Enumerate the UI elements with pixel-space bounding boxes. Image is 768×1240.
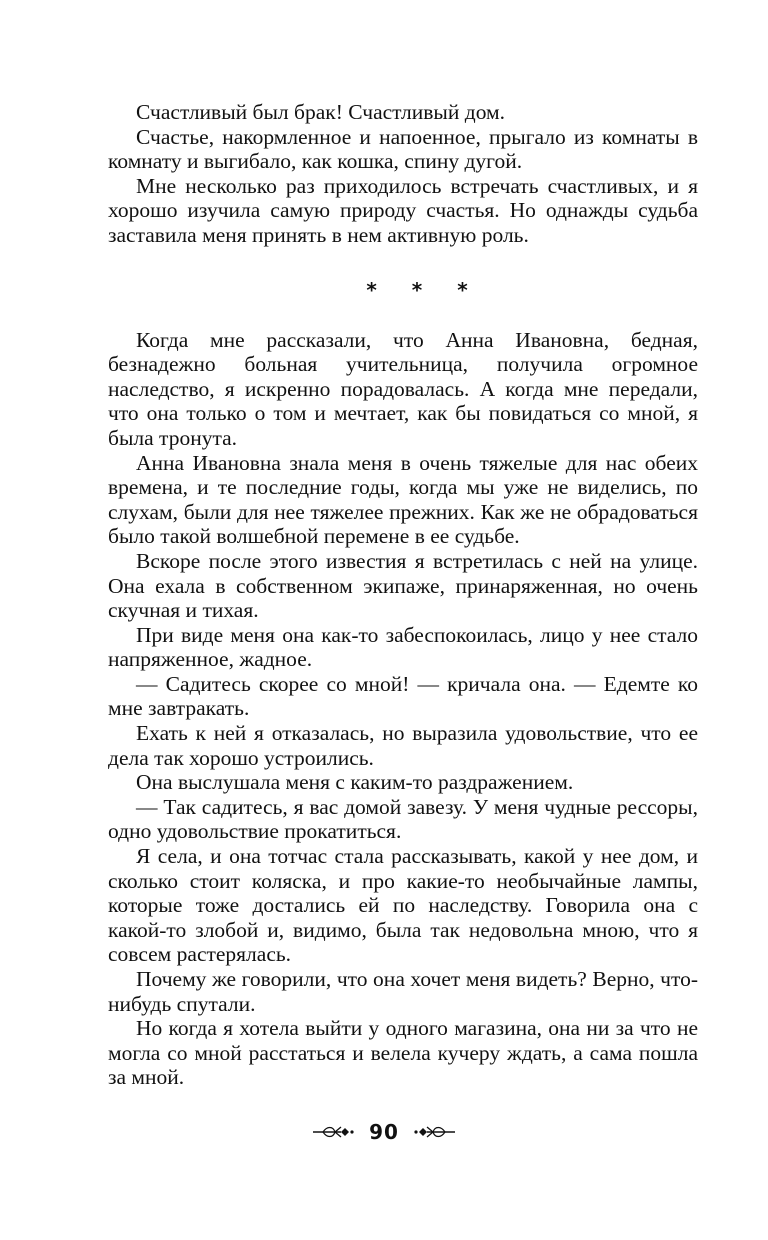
page-footer [0, 1120, 768, 1144]
paragraph-14: Но когда я хотела выйти у одного магазина, она ни за что не могла со мной расстаться и велела кучеру ждать, а сама пошла за мной. [108, 1016, 698, 1090]
paragraph-3: Мне несколько раз приходилось встречать счастливых, и я хорошо изучила самую природу счастья. Но однажды судьба заставила меня принять в нем активную роль. [108, 173, 698, 247]
book-page-text [108, 100, 698, 1090]
paragraph-10: Она выслушала меня с каким-то раздражением. [136, 770, 574, 795]
paragraph-7: При виде меня она как-то забеспокоилась, лицо у нее стало напряженное, жадное. [108, 622, 698, 672]
paragraph-12: Я села, и она тотчас стала рассказывать, какой у нее дом, и сколько стоит коляска, и про какие-то необычайные лампы, которые тоже достались ей по наследству. Говорила она с какой-то злобой и, видимо, была так недовольна мною, что я совсем растерялась. [108, 844, 698, 967]
paragraph-11: — Так садитесь, я вас домой завезу. У меня чудные рессоры, одно удовольствие прокатиться. [108, 794, 698, 844]
paragraph-4: Когда мне рассказали, что Анна Ивановна, бедная, безнадежно больная учительница, получила огромное наследство, я искренно порадовалась. А когда мне передали, что она только о том и мечтает, как бы повидаться со мной, я была тронута. [108, 327, 698, 450]
paragraph-1: Счастливый был брак! Счастливый дом. [136, 100, 506, 124]
page-number: 90 [369, 1120, 399, 1144]
paragraph-5: Анна Ивановна знала меня в очень тяжелые для нас обеих времена, и те последние годы, когда мы уже не виделись, по слухам, были для нее тяжелее прежних. Как же не обрадоваться было такой волшебной перемене в ее судьбе. [108, 450, 698, 549]
paragraph-2: Счастье, накормленное и напоенное, прыгало из комнаты в комнату и выгибало, как кошка, спину дугой. [108, 124, 698, 174]
paragraph-13: Почему же говорили, что она хочет меня видеть? Верно, что-нибудь спутали. [108, 967, 698, 1016]
ornament-right-icon [413, 1125, 457, 1139]
ornament-left-icon [311, 1125, 355, 1139]
section-separator: * * * [366, 277, 482, 302]
paragraph-8: — Садитесь скорее со мной! — кричала она. — Едемте ко мне завтракать. [108, 671, 698, 721]
paragraph-9: Ехать к ней я отказалась, но выразила удовольствие, что ее дела так хорошо устроились. [108, 721, 698, 770]
paragraph-6: Вскоре после этого известия я встретилась с ней на улице. Она ехала в собственном экипаже, принаряженная, но очень скучная и тихая. [108, 548, 698, 623]
